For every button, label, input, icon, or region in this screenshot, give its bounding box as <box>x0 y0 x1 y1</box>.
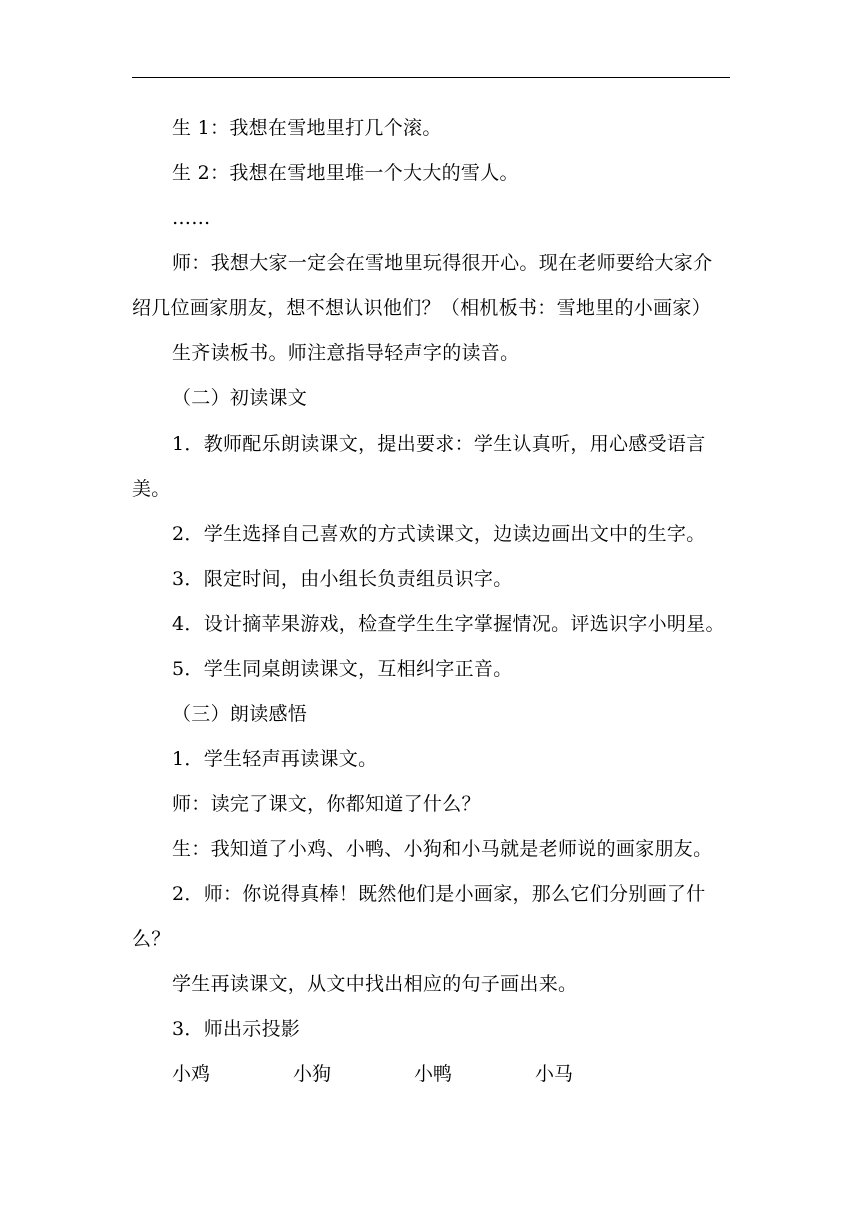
step-1-line-2: 美。 <box>132 478 171 500</box>
animal-label-duck: 小鸭 <box>414 1063 453 1085</box>
student-2-line: 生 2：我想在雪地里堆一个大大的雪人。 <box>172 162 519 184</box>
reading-step-2-line-2: 么？ <box>132 928 171 950</box>
step-5-line: 5．学生同桌朗读课文，互相纠字正音。 <box>172 658 513 680</box>
animal-label-dog: 小狗 <box>293 1063 332 1085</box>
teacher-question-line: 师：读完了课文，你都知道了什么？ <box>172 793 481 815</box>
section-heading-3: （三）朗读感悟 <box>172 703 308 725</box>
reading-step-2-line-1: 2．师：你说得真棒！既然他们是小画家，那么它们分别画了什 <box>172 883 706 905</box>
section-heading-2: （二）初读课文 <box>172 387 308 409</box>
ellipsis-line: …… <box>172 207 211 229</box>
reading-step-1-line: 1．学生轻声再读课文。 <box>172 748 378 770</box>
step-4-line: 4．设计摘苹果游戏，检查学生生字掌握情况。评选识字小明星。 <box>172 613 725 635</box>
animal-label-horse: 小马 <box>535 1063 574 1085</box>
teacher-intro-line-1: 师：我想大家一定会在雪地里玩得很开心。现在老师要给大家介 <box>172 252 713 274</box>
read-board-line: 生齐读板书。师注意指导轻声字的读音。 <box>172 342 520 364</box>
animal-label-chick: 小鸡 <box>172 1063 211 1085</box>
step-3-line: 3．限定时间，由小组长负责组员识字。 <box>172 568 513 590</box>
header-rule <box>132 77 730 78</box>
reading-step-3-line: 3．师出示投影 <box>172 1018 301 1040</box>
student-answer-line: 生：我知道了小鸡、小鸭、小狗和小马就是老师说的画家朋友。 <box>172 838 713 860</box>
teacher-intro-line-2: 绍几位画家朋友，想不想认识他们？（相机板书：雪地里的小画家） <box>132 297 712 319</box>
step-2-line: 2．学生选择自己喜欢的方式读课文，边读边画出文中的生字。 <box>172 523 706 545</box>
step-1-line-1: 1．教师配乐朗读课文，提出要求：学生认真听，用心感受语言 <box>172 433 706 455</box>
student-1-line: 生 1：我想在雪地里打几个滚。 <box>172 117 442 139</box>
reread-line: 学生再读课文，从文中找出相应的句子画出来。 <box>172 973 578 995</box>
